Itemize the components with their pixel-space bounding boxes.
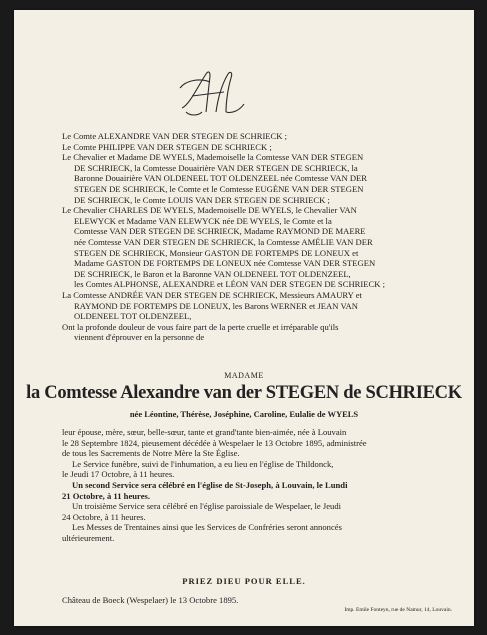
text-line: 24 Octobre, à 11 heures. [62,511,146,522]
text-line: Baronne Douairière VAN OLDENEEL TOT OLDENZEEL née Comtesse VAN DER [74,173,368,184]
birth-name: née Léontine, Thérèse, Joséphine, Caroline, Eulalie de WYELS [129,409,359,419]
text-line: Le Chevalier et Madame DE WYELS, Mademoiselle la Comtesse VAN DER STEGEN [62,152,364,163]
monogram-ornament [176,68,248,118]
text-line: Les Messes de Trentaines ainsi que les Services de Confréries seront annoncés [72,522,342,533]
text-line: RAYMOND DE FORTEMPS DE LONEUX, les Barons WERNER et JEAN VAN [74,300,358,311]
text-line: Madame GASTON DE FORTEMPS DE LONEUX née Comtesse VAN DER STEGEN [74,258,376,269]
text-line: La Comtesse ANDRÉE VAN DER STEGEN DE SCHRIECK, Messieurs AMAURY et [62,289,362,300]
text-line: ELEWYCK et Madame VAN ELEWYCK née DE WYELS, le Comte et la [74,215,332,226]
place-date-line: Château de Boeck (Wespelaer) le 13 Octobre 1895. [62,595,239,605]
text-line: Le Service funèbre, suivi de l'inhumation, a eu lieu en l'église de Thildonck, [72,458,334,469]
text-line: DE SCHRIECK, le Baron et la Baronne VAN OLDENEEL TOT OLDENZEEL, [74,268,351,279]
text-line: ultérieurement. [62,532,115,543]
text-line: Un second Service sera célébré en l'église de St-Joseph, à Louvain, le Lundi [72,479,348,490]
text-line: DE SCHRIECK, la Comtesse Douairière VAN DER STEGEN DE SCHRIECK, la [74,162,358,173]
text-line: le 28 Septembre 1824, pieusement décédée à Wespelaer le 13 Octobre 1895, administrée [62,437,367,448]
text-line: Comtesse VAN DER STEGEN DE SCHRIECK, Madame RAYMOND DE MAERE [74,226,366,237]
text-line: DE SCHRIECK, le Comte LOUIS VAN DER STEGEN DE SCHRIECK ; [74,194,330,205]
text-line: de tous les Sacrements de Notre Mère la Ste Église. [62,448,240,459]
text-line: leur épouse, mère, sœur, belle-sœur, tante et grand'tante bien-aimée, née à Louvain [62,427,347,437]
text-line: STEGEN DE SCHRIECK, Monsieur GASTON DE FORTEMPS DE LONEUX et [74,247,359,258]
printer-imprint: Imp. Emile Fonteyn, rue de Namur, 14, Louvain. [344,607,452,613]
text-line: Le Comte PHILIPPE VAN DER STEGEN DE SCHRIECK ; [62,141,272,152]
title-madame: MADAME [224,371,264,380]
text-line: née Comtesse VAN DER STEGEN DE SCHRIECK, la Comtesse AMÉLIE VAN DER [74,236,373,247]
text-line: Le Chevalier CHARLES DE WYELS, Mademoiselle DE WYELS, le Chevalier VAN [62,205,357,216]
text-line: STEGEN DE SCHRIECK, le Comte et le Comtesse EUGÈNE VAN DER STEGEN [74,183,364,194]
text-line: OLDENEEL TOT OLDENZEEL, [74,311,192,322]
announcement-body [62,427,434,544]
text-line: 21 Octobre, à 11 heures. [62,490,151,501]
text-line: le Jeudi 17 Octobre, à 11 heures. [62,469,175,480]
text-line: viennent d'éprouver en la personne de [74,332,205,343]
prayer-line: PRIEZ DIEU POUR ELLE. [182,576,306,586]
text-line: Un troisième Service sera célébré en l'église paroissiale de Wespelaer, le Jeudi [72,501,342,512]
text-line: les Comtes ALPHONSE, ALEXANDRE et LÉON VAN DER STEGEN DE SCHRIECK ; [74,279,385,290]
text-line: Ont la profonde douleur de vous faire part de la perte cruelle et irréparable qu'ils [62,321,339,332]
text-line: Le Comte ALEXANDRE VAN DER STEGEN DE SCHRIECK ; [62,131,288,141]
memorial-card [14,10,474,626]
family-list [62,131,434,343]
deceased-name: la Comtesse Alexandre van der STEGEN de SCHRIECK [26,383,462,403]
